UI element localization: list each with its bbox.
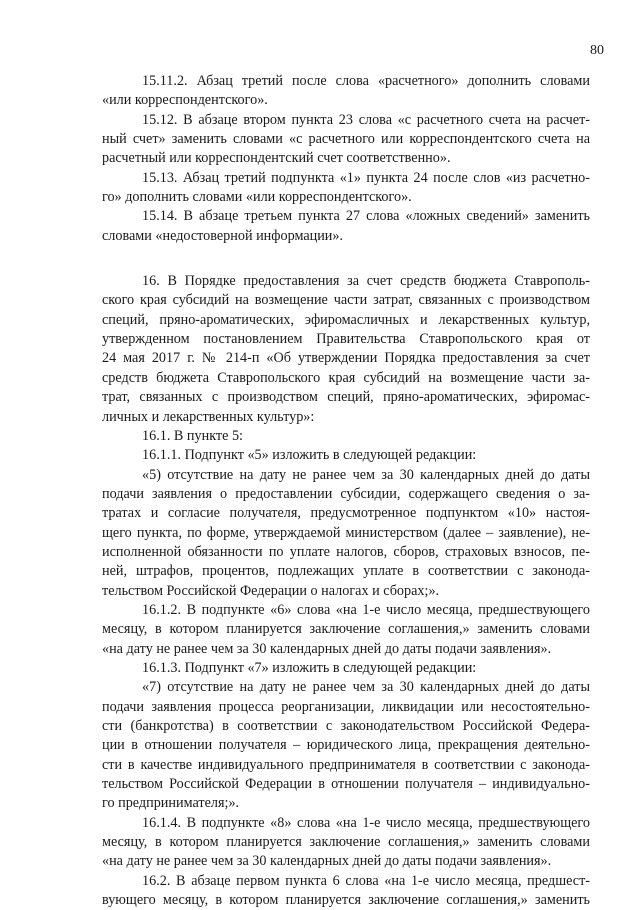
text-line: 16.1.2. В подпункте «6» слова «на 1-е число месяца, предшествующего (142, 601, 590, 618)
text-line: го» дополнить словами «или корреспондентского». (102, 189, 412, 206)
paragraph (102, 72, 590, 111)
paragraph (102, 678, 590, 813)
text-line: специй, пряно-ароматических, эфиромасличных и лекарственных культур, (102, 311, 590, 328)
text-line: личных и лекарственных культур»: (102, 408, 315, 425)
text-line: 15.12. В абзаце втором пункта 23 слова «с расчетного счета на расчет- (142, 111, 590, 128)
text-line: тельством Российской Федерации о налогах и сборах;». (102, 582, 440, 599)
paragraph (102, 427, 590, 446)
text-line: 16.1. В пункте 5: (142, 427, 243, 444)
text-line: тратах и согласие получателя, предусмотренное подпунктом «10» настоя- (102, 505, 590, 522)
text-line: 16.2. В абзаце первом пункта 6 слова «на 1-е число месяца, предшест- (142, 872, 590, 889)
paragraph (102, 446, 590, 465)
text-line: 16. В Порядке предоставления за счет средств бюджета Ставрополь- (142, 273, 590, 290)
text-line: ского края субсидий на возмещение части затрат, связанных с производством (102, 292, 590, 309)
text-line: «или корреспондентского». (102, 92, 268, 109)
text-line: ней, штрафов, процентов, подлежащих уплате в соответствии с законода- (102, 563, 590, 580)
document-body (102, 72, 590, 910)
text-line: 15.14. В абзаце третьем пункта 27 слова «ложных сведений» заменить (142, 208, 590, 225)
text-line: «7) отсутствие на дату не ранее чем за 30 календарных дней до даты (142, 679, 590, 696)
text-line: месяцу, в котором планируется заключение соглашения,» заменить словами (102, 834, 590, 851)
text-line: ный счет» заменить словами «с расчетного или корреспондентского счета на (102, 131, 590, 148)
text-line: 16.1.1. Подпункт «5» изложить в следующей редакции: (142, 447, 477, 464)
paragraph (102, 466, 590, 601)
paragraph (102, 111, 590, 169)
text-line: щего пункта, по форме, утверждаемой министерством (далее – заявление), не- (102, 524, 590, 541)
paragraph (102, 207, 590, 246)
text-line: месяцу, в котором планируется заключение соглашения,» заменить словами (102, 621, 590, 638)
text-line: исполненной обязанности по уплате налогов, сборов, страховых взносов, пе- (102, 543, 590, 560)
text-line: 15.11.2. Абзац третий после слова «расчетного» дополнить словами (142, 73, 590, 89)
section-gap (102, 246, 590, 272)
text-line: утвержденном постановлением Правительства Ставропольского края от (102, 331, 590, 348)
paragraph (102, 872, 590, 910)
text-line: подачи заявления о предоставлении субсидии, содержащего сведения о за- (102, 485, 590, 502)
text-line: 16.1.4. В подпункте «8» слова «на 1-е число месяца, предшествующего (142, 814, 590, 831)
page-number: 80 (590, 43, 604, 58)
paragraph (102, 169, 590, 208)
paragraph (102, 601, 590, 659)
text-line: 16.1.3. Подпункт «7» изложить в следующей редакции: (142, 659, 477, 676)
text-line: тельством Российской Федерации в отношении получателя – индивидуально- (102, 776, 590, 793)
text-line: подачи заявления процесса реорганизации, ликвидации или несостоятельно- (102, 698, 590, 715)
text-line: вующего месяцу, в котором планируется заключение соглашения,» заменить (102, 892, 590, 909)
text-line: трат, связанных с производством специй, пряно-ароматических, эфиромас- (102, 389, 590, 406)
text-line: сти в качестве индивидуального предпринимателя в соответствии с законода- (102, 756, 590, 773)
paragraph (102, 659, 590, 678)
text-line: «на дату не ранее чем за 30 календарных дней до даты подачи заявления». (102, 853, 552, 870)
paragraph (102, 272, 590, 427)
text-line: расчетный или корреспондентский счет соответственно». (102, 150, 451, 167)
text-line: словами «недостоверной информации». (102, 227, 344, 244)
text-line: ции в отношении получателя – юридического лица, прекращения деятельно- (102, 737, 590, 754)
text-line: «5) отсутствие на дату не ранее чем за 30 календарных дней до даты (142, 466, 590, 483)
text-line: сти (банкротства) в соответствии с законодательством Российской Федера- (102, 718, 590, 734)
text-line: средств бюджета Ставропольского края субсидий на возмещение части за- (102, 369, 590, 386)
text-line: «на дату не ранее чем за 30 календарных дней до даты подачи заявления». (102, 640, 552, 657)
text-line: 24 мая 2017 г. № 214-п «Об утверждении Порядка предоставления за счет (102, 350, 590, 367)
text-line: го предпринимателя;». (102, 795, 240, 812)
text-line: 15.13. Абзац третий подпункта «1» пункта 24 после слов «из расчетно- (142, 169, 590, 186)
paragraph (102, 814, 590, 872)
